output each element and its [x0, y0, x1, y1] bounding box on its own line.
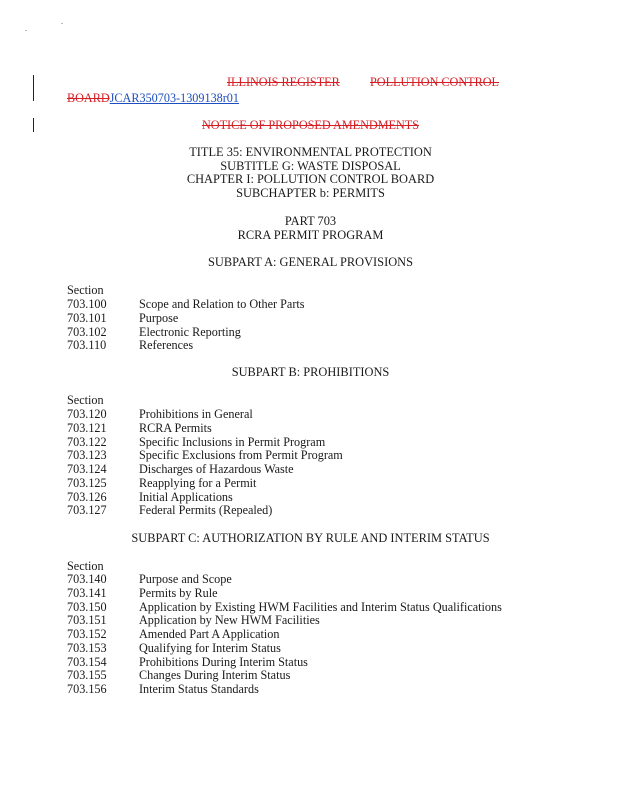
section-number: 703.151	[67, 613, 107, 628]
section-title: Purpose and Scope	[139, 572, 232, 586]
section-row	[67, 504, 587, 518]
section-title: Changes During Interim Status	[139, 668, 291, 683]
section-row	[67, 683, 587, 697]
part-number: PART 703	[284, 214, 337, 228]
section-title: Qualifying for Interim Status	[139, 640, 281, 655]
section-title: Application by Existing HWM Facilities and Interim Status Qualifications	[139, 599, 502, 614]
section-number: 703.156	[67, 682, 107, 696]
section-title: Discharges of Hazardous Waste	[139, 462, 294, 476]
section-row	[67, 436, 587, 450]
section-row	[67, 628, 587, 642]
section-title: Application by New HWM Facilities	[139, 613, 320, 628]
section-number: 703.120	[67, 407, 107, 421]
section-title: References	[139, 338, 194, 353]
subtitle-line: SUBTITLE G: WASTE DISPOSAL	[220, 159, 401, 173]
chapter-line: CHAPTER I: POLLUTION CONTROL BOARD	[186, 172, 435, 186]
part-name: RCRA PERMIT PROGRAM	[237, 228, 384, 242]
section-number: 703.141	[67, 585, 107, 600]
section-list	[67, 573, 587, 697]
register-header: ILLINOIS REGISTER	[227, 75, 340, 89]
section-list	[67, 298, 587, 353]
section-row	[67, 326, 587, 340]
section-number: 703.102	[67, 324, 107, 339]
scan-speck	[25, 30, 27, 31]
section-title: Specific Inclusions in Permit Program	[139, 434, 326, 449]
subpart-heading: SUBPART A: GENERAL PROVISIONS	[207, 255, 413, 269]
section-row	[67, 642, 587, 656]
section-number: 703.153	[67, 640, 107, 655]
section-row	[67, 422, 587, 436]
section-number: 703.101	[67, 310, 107, 325]
section-column-label: Section	[67, 559, 104, 573]
section-number: 703.121	[67, 420, 107, 435]
section-title: Scope and Relation to Other Parts	[139, 297, 305, 311]
section-number: 703.155	[67, 668, 107, 683]
section-column-label: Section	[67, 393, 104, 407]
section-title: Specific Exclusions from Permit Program	[139, 448, 343, 463]
subpart-heading: SUBPART C: AUTHORIZATION BY RULE AND INTERIM STATUS	[131, 531, 490, 545]
board-header-line2: BOARD	[67, 91, 110, 105]
section-title: Federal Permits (Repealed)	[139, 503, 273, 518]
section-title: Permits by Rule	[139, 585, 218, 600]
section-row	[67, 669, 587, 683]
section-number: 703.126	[67, 489, 107, 504]
section-title: Prohibitions During Interim Status	[139, 654, 308, 669]
section-row	[67, 312, 587, 326]
section-row	[67, 601, 587, 615]
section-number: 703.154	[67, 654, 107, 669]
section-title: Interim Status Standards	[139, 682, 259, 696]
jcar-reference: JCAR350703-1309138r01	[109, 91, 239, 105]
section-row	[67, 587, 587, 601]
scan-speck	[61, 23, 63, 24]
section-row	[67, 491, 587, 505]
section-title: Electronic Reporting	[139, 324, 241, 339]
section-row	[67, 477, 587, 491]
section-row	[67, 463, 587, 477]
section-number: 703.123	[67, 448, 107, 463]
section-number: 703.110	[67, 338, 107, 353]
subchapter-line: SUBCHAPTER b: PERMITS	[236, 186, 385, 200]
section-number: 703.124	[67, 462, 107, 476]
section-title: Purpose	[139, 310, 179, 325]
section-number: 703.100	[67, 297, 107, 311]
section-row	[67, 449, 587, 463]
section-row	[67, 298, 587, 312]
board-header-line2-wrap	[67, 91, 239, 106]
section-number: 703.125	[67, 475, 107, 490]
section-row	[67, 573, 587, 587]
notice-heading: NOTICE OF PROPOSED AMENDMENTS	[201, 118, 420, 132]
section-title: Amended Part A Application	[139, 627, 280, 641]
title-line: TITLE 35: ENVIRONMENTAL PROTECTION	[189, 145, 432, 159]
change-bar	[33, 75, 34, 101]
board-header-line1: POLLUTION CONTROL	[370, 75, 499, 89]
section-list	[67, 408, 587, 518]
section-number: 703.150	[67, 599, 107, 614]
section-row	[67, 656, 587, 670]
section-row	[67, 339, 587, 353]
section-number: 703.152	[67, 627, 107, 641]
section-number: 703.122	[67, 434, 107, 449]
section-title: Reapplying for a Permit	[139, 475, 257, 490]
section-title: RCRA Permits	[139, 420, 212, 435]
section-row	[67, 614, 587, 628]
section-title: Initial Applications	[139, 489, 233, 504]
section-column-label: Section	[67, 283, 104, 297]
section-row	[67, 408, 587, 422]
subpart-heading: SUBPART B: PROHIBITIONS	[231, 365, 390, 379]
section-number: 703.127	[67, 503, 107, 518]
section-number: 703.140	[67, 572, 107, 586]
section-title: Prohibitions in General	[139, 407, 253, 421]
